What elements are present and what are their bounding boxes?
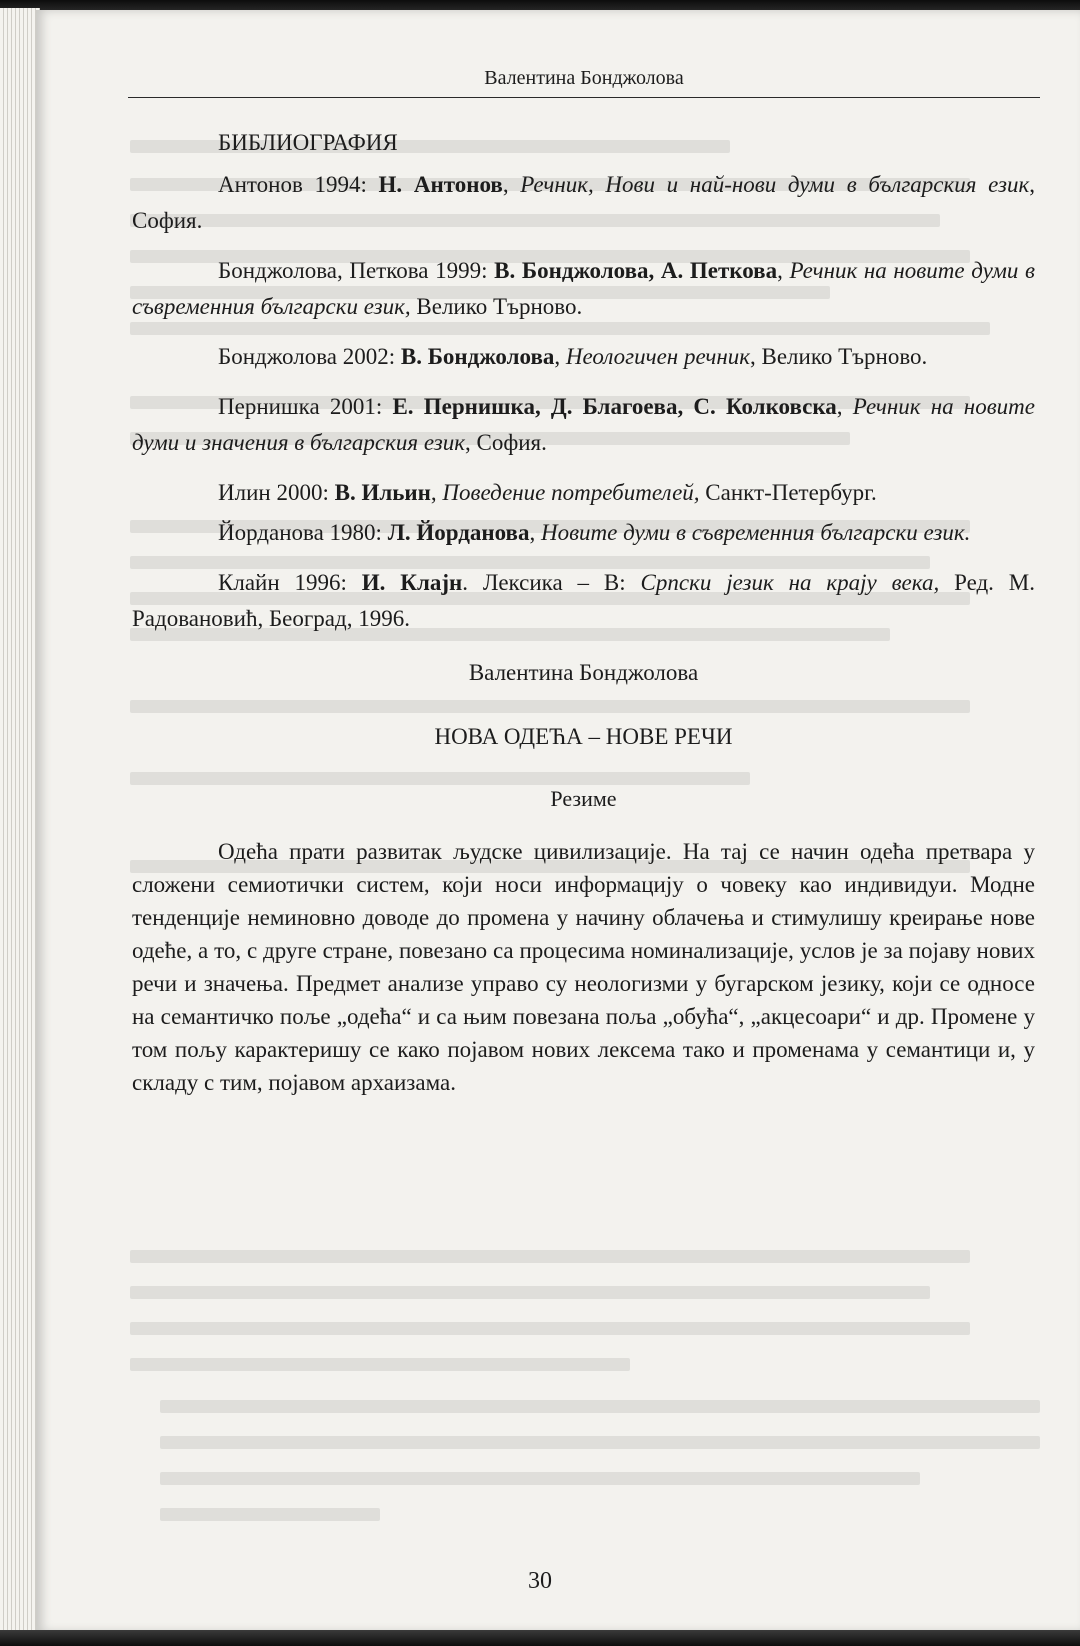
scan-edge-bottom (0, 1630, 1080, 1646)
entry-title: Поведение потребителей, (442, 480, 700, 505)
bibliography-heading: БИБЛИОГРАФИЯ (218, 130, 398, 155)
bibliography-entry: Йорданова 1980: Л. Йорданова, Новите думи в съвременния български език. (218, 520, 971, 545)
entry-title: Српски језик на крају века, (640, 570, 940, 595)
running-head: Валентина Бонджолова (484, 67, 684, 89)
entry-title: Речник на новите думи и значения в българския език (132, 394, 1036, 455)
page-number: 30 (528, 1568, 552, 1594)
summary-title: НОВА ОДЕЋА – НОВЕ РЕЧИ (434, 724, 733, 749)
entry-authors: Л. Йорданова (387, 520, 530, 545)
entry-authors: Н. Антонов (378, 172, 503, 197)
page-stack-edge (0, 8, 40, 1632)
entry-title: Новите думи в съвременния български език. (540, 520, 971, 545)
entry-authors: В. Бонджолова, А. Петкова (494, 258, 778, 283)
page-content (132, 125, 1035, 1122)
summary-label: Резиме (550, 786, 617, 811)
bibliography-entry: Антонов 1994: Н. Антонов, Речник, Нови и най-нови думи в българския език, София. (132, 172, 1035, 233)
bibliography-entry: Бонджолова, Петкова 1999: В. Бонджолова, А. Петкова, Речник на новите думи в съвременния български език, Велико Търново. (132, 258, 1035, 319)
summary-text: Одећа прати развитак људске цивилизације. На тај се начин одећа претвара у сложени семиотички систем, који носи информацију о човеку као индивидуи. Модне тенденције неминовно доводе до промена у начину облачења и стимулишу креирање нове одеће, а то, с друге стране, повезано са процесима номинализације, услов је за појаву нових речи и значења. Предмет анализе управо су неологизми у бугарском језику, који се односе на семантичко поље „одећа“ и са њим повезана поља „обућа“, „акцесоари“ и др. Промене у том пољу карактеришу се како појавом нових лексема тако и променама у семантици и, у складу с тим, појавом архаизама. (132, 839, 1035, 1095)
entry-title: Неологичен речник (565, 344, 750, 369)
header-rule (128, 97, 1040, 98)
bibliography-entry: Бонджолова 2002: В. Бонджолова, Неологичен речник, Велико Търново. (218, 344, 928, 369)
bibliography-entry: Илин 2000: В. Ильин, Поведение потребителей, Санкт-Петербург. (218, 480, 877, 505)
entry-title: Речник, Нови и най-нови думи в българския език (520, 172, 1030, 197)
entry-authors: Е. Пернишка, Д. Благоева, С. Колковска (392, 394, 837, 419)
entry-authors: В. Бонджолова (400, 344, 555, 369)
entry-title: Речник на новите думи в съвременния български език, (132, 258, 1035, 319)
summary-author: Валентина Бонджолова (468, 660, 699, 685)
bibliography-entry: Пернишка 2001: Е. Пернишка, Д. Благоева, С. Колковска, Речник на новите думи и значения в българския език, София. (132, 394, 1036, 455)
entry-authors: В. Ильин (334, 480, 431, 505)
entry-authors: И. Клајн (361, 570, 463, 595)
bibliography-entry: Клайн 1996: И. Клајн. Лексика – В: Српски језик на крају века, Ред. М. Радовановић, Београд, 1996. (132, 570, 1035, 631)
